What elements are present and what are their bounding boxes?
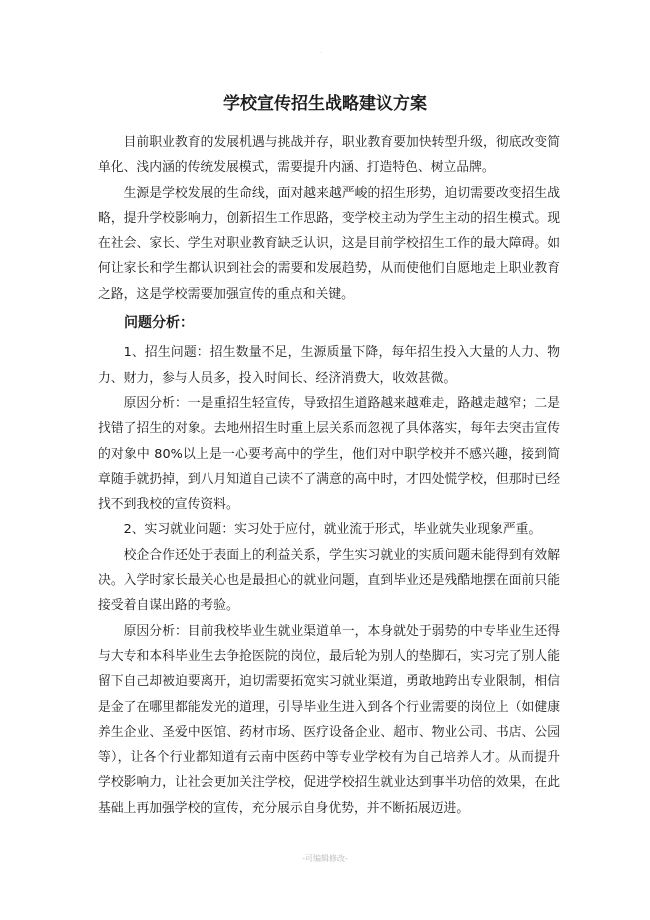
analysis-cause-1: 原因分析：一是重招生轻宣传，导致招生道路越来越难走，路越走越窄；二是找错了招生的对象。去地州招生时重上层关系而忽视了具体落实，每年去突击宣传的对象中 80%以上是一心要考高中的学生，他们对中职学校并不感兴趣，接到简章随手就扔掉，到八月知道自己读不了满意的高中时，才四处慌学校，但那时已经找不到我校的宣传资料。 bbox=[98, 395, 560, 513]
analysis-item-1: 1、招生问题：招生数量不足，生源质量下降，每年招生投入大量的人力、物力、财力，参与人员多，投入时间长、经济消费大，收效甚微。 bbox=[98, 345, 560, 386]
intro-paragraph-2: 生源是学校发展的生命线，面对越来越严峻的招生形势，迫切需要改变招生战略，提升学校影响力，创新招生工作思路，变学校主动为学生主动的招生模式。现在社会、家长、学生对职业教育缺乏认识，这是目前学校招生工作的最大障碍。如何让家长和学生都认识到社会的需要和发展趋势，从而使他们自愿地走上职业教育之路，这是学校需要加强宣传的重点和关键。 bbox=[98, 185, 560, 302]
analysis-detail-2: 校企合作还处于表面上的利益关系，学生实习就业的实质问题未能得到有效解决。入学时家长最关心也是最担心的就业问题，直到毕业还是残酷地摆在面前只能接受着自谋出路的考验。 bbox=[98, 547, 560, 614]
page-footer: -可编辑修改- bbox=[302, 854, 348, 863]
analysis-item-2: 2、实习就业问题：实习处于应付，就业流于形式，毕业就失业现象严重。 bbox=[123, 522, 542, 538]
page-top-mark: . bbox=[320, 48, 322, 55]
analysis-cause-2: 原因分析：目前我校毕业生就业渠道单一，本身就处于弱势的中专毕业生还得与大专和本科毕业生去争抢医院的岗位，最后轮为别人的垫脚石，实习完了别人能留下自己却被迫要离开，迫切需要拓宽实习就业渠道，勇敢地跨出专业限制，相信是金了在哪里都能发光的道理，引导毕业生进入到各个行业需要的岗位上（如健康养生企业、圣爱中医馆、药材市场、医疗设备企业、超市、物业公司、书店、公园等），让各个行业都知道有云南中医药中等专业学校有为自己培养人才。从而提升学校影响力，让社会更加关注学校，促进学校招生就业达到事半功倍的效果，在此基础上再加强学校的宣传，充分展示自身优势，并不断拓展迈进。 bbox=[98, 623, 560, 816]
document-title: 学校宣传招生战略建议方案 bbox=[223, 94, 427, 114]
section-heading: 问题分析： bbox=[124, 315, 194, 332]
intro-paragraph-1: 目前职业教育的发展机遇与挑战并存，职业教育要加快转型升级，彻底改变简单化、浅内涵的传统发展模式，需要提升内涵、打造特色、树立品牌。 bbox=[98, 135, 560, 176]
document-body bbox=[98, 130, 560, 821]
